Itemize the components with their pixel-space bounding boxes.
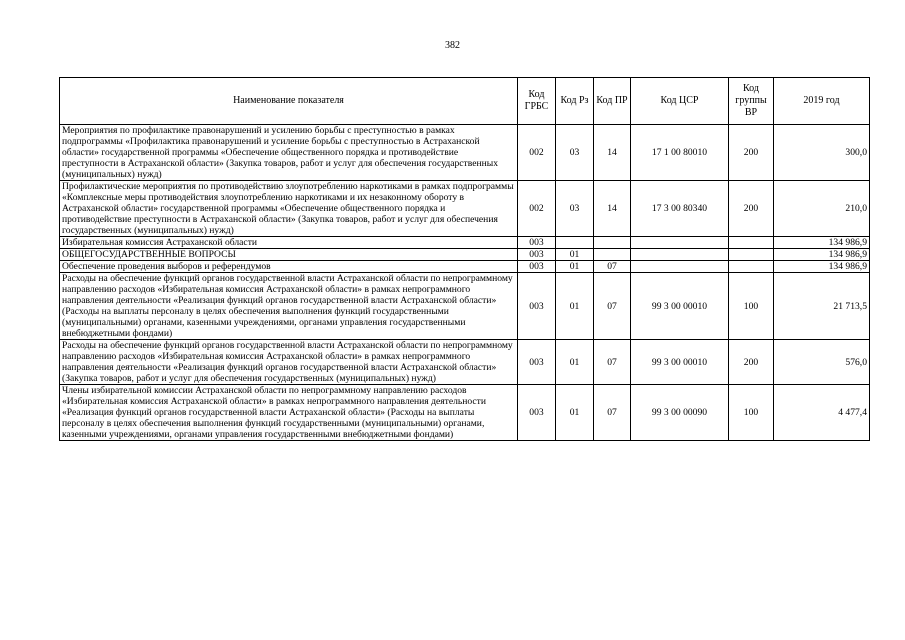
cell-name: Расходы на обеспечение функций органов государственной власти Астраханской области по непрограммному направлению расходов «Избирательная комиссия Астраханской области» в рамках непрограммного направления деятельности «Реализация функций органов государственной власти Астраханской области» (Закупка товаров, работ и услуг для обеспечения государственных (муниципальных) нужд) (60, 340, 518, 385)
cell-grbs: 003 (518, 237, 556, 249)
table-row (60, 273, 870, 340)
cell-pr: 07 (594, 273, 631, 340)
cell-grbs: 002 (518, 181, 556, 237)
cell-rz (556, 237, 594, 249)
cell-csr: 17 3 00 80340 (631, 181, 729, 237)
cell-sum: 576,0 (774, 340, 870, 385)
budget-table (59, 77, 870, 441)
cell-vr: 100 (729, 385, 774, 441)
cell-pr: 07 (594, 385, 631, 441)
cell-name: Расходы на обеспечение функций органов государственной власти Астраханской области по непрограммному направлению расходов «Избирательная комиссия Астраханской области» в рамках непрограммного направления деятельности «Реализация функций органов государственной власти Астраханской области» (Расходы на выплаты персоналу в целях обеспечения выполнения функций государственными (муниципальными) органами, казенными учреждениями, органами управления государственными внебюджетными фондами) (60, 273, 518, 340)
cell-name: Профилактические мероприятия по противодействию злоупотреблению наркотиками в рамках подпрограммы «Комплексные меры противодействия злоупотреблению наркотиками и их незаконному обороту в Астраханской области» государственной программы «Обеспечение общественного порядка и противодействие преступности в Астраханской области» (Закупка товаров, работ и услуг для обеспечения государственных (муниципальных) нужд) (60, 181, 518, 237)
cell-grbs: 003 (518, 261, 556, 273)
cell-csr (631, 237, 729, 249)
table-row (60, 125, 870, 181)
cell-name: Мероприятия по профилактике правонарушений и усилению борьбы с преступностью в рамках подпрограммы «Профилактика правонарушений и усиление борьбы с преступностью в Астраханской области» государственной программы «Обеспечение общественного порядка и противодействие преступности в Астраханской области» (Закупка товаров, работ и услуг для обеспечения государственных (муниципальных) нужд) (60, 125, 518, 181)
cell-vr (729, 261, 774, 273)
cell-sum: 134 986,9 (774, 249, 870, 261)
cell-csr: 99 3 00 00090 (631, 385, 729, 441)
table-row (60, 181, 870, 237)
cell-pr: 07 (594, 261, 631, 273)
cell-name: Члены избирательной комиссии Астраханской области по непрограммному направлению расходов «Избирательная комиссия Астраханской области» в рамках непрограммного направления деятельности «Реализация функций органов государственной власти Астраханской области» (Расходы на выплаты персоналу в целях обеспечения выполнения функций государственными (муниципальными) органами, казенными учреждениями, органами управления государственными внебюджетными фондами) (60, 385, 518, 441)
cell-sum: 210,0 (774, 181, 870, 237)
cell-rz: 01 (556, 261, 594, 273)
cell-sum: 134 986,9 (774, 261, 870, 273)
cell-rz: 01 (556, 340, 594, 385)
cell-csr (631, 261, 729, 273)
header-name: Наименование показателя (60, 78, 518, 125)
header-pr: Код ПР (594, 78, 631, 125)
cell-pr: 14 (594, 181, 631, 237)
cell-rz: 01 (556, 249, 594, 261)
cell-grbs: 003 (518, 273, 556, 340)
cell-vr: 200 (729, 125, 774, 181)
cell-rz: 03 (556, 181, 594, 237)
cell-pr (594, 237, 631, 249)
header-vr: Код группы ВР (729, 78, 774, 125)
cell-vr: 200 (729, 340, 774, 385)
cell-sum: 134 986,9 (774, 237, 870, 249)
cell-vr (729, 249, 774, 261)
header-rz: Код Рз (556, 78, 594, 125)
cell-pr (594, 249, 631, 261)
table-row (60, 385, 870, 441)
cell-csr (631, 249, 729, 261)
cell-rz: 01 (556, 273, 594, 340)
cell-rz: 01 (556, 385, 594, 441)
cell-vr: 200 (729, 181, 774, 237)
cell-vr: 100 (729, 273, 774, 340)
cell-name: Обеспечение проведения выборов и референдумов (60, 261, 518, 273)
header-csr: Код ЦСР (631, 78, 729, 125)
cell-name: Избирательная комиссия Астраханской области (60, 237, 518, 249)
cell-grbs: 003 (518, 385, 556, 441)
cell-rz: 03 (556, 125, 594, 181)
cell-csr: 17 1 00 80010 (631, 125, 729, 181)
cell-pr: 14 (594, 125, 631, 181)
cell-sum: 21 713,5 (774, 273, 870, 340)
table-row (60, 261, 870, 273)
table-row (60, 340, 870, 385)
header-grbs: Код ГРБС (518, 78, 556, 125)
cell-vr (729, 237, 774, 249)
cell-csr: 99 3 00 00010 (631, 340, 729, 385)
cell-name: ОБЩЕГОСУДАРСТВЕННЫЕ ВОПРОСЫ (60, 249, 518, 261)
cell-grbs: 003 (518, 340, 556, 385)
table-row (60, 249, 870, 261)
header-year: 2019 год (774, 78, 870, 125)
page-number: 382 (445, 40, 460, 51)
cell-sum: 300,0 (774, 125, 870, 181)
cell-grbs: 003 (518, 249, 556, 261)
cell-csr: 99 3 00 00010 (631, 273, 729, 340)
cell-pr: 07 (594, 340, 631, 385)
cell-sum: 4 477,4 (774, 385, 870, 441)
table-row (60, 237, 870, 249)
table-header-row (60, 78, 870, 125)
cell-grbs: 002 (518, 125, 556, 181)
